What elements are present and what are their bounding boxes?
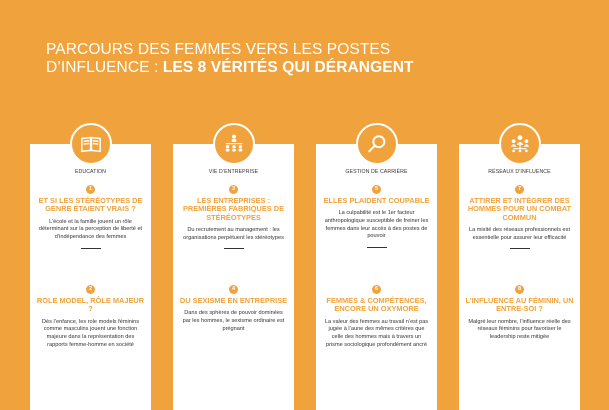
card-category: VIE D’ENTREPRISE bbox=[208, 169, 259, 175]
truth-item-4 bbox=[173, 285, 294, 333]
truth-heading: L’INFLUENCE AU FÉMININ, UN ENTRE-SOI ? bbox=[465, 296, 574, 314]
card-category: GESTION DE CARRIÈRE bbox=[345, 169, 408, 175]
truth-item-6 bbox=[316, 285, 437, 349]
title-line-1: PARCOURS DES FEMMES VERS LES POSTES bbox=[46, 41, 391, 58]
truth-body: Du recrutement au management : les organisations perpétuent les stéréotypes bbox=[183, 227, 284, 241]
truth-number: 5 bbox=[372, 185, 381, 194]
truth-heading: ET SI LES STÉRÉOTYPES DE GENRE ÉTAIENT VRAIS ? bbox=[38, 196, 143, 214]
card-reseaux-influence bbox=[459, 144, 580, 410]
truth-item-3 bbox=[173, 185, 294, 249]
truth-body: Malgré leur nombre, l’influence réelle des réseaux féminins pour favoriser le leadership reste mitigée bbox=[468, 318, 571, 340]
truth-number: 3 bbox=[229, 185, 238, 194]
title-line-2 bbox=[46, 59, 414, 76]
card-education bbox=[30, 144, 151, 410]
card-category: EDUCATION bbox=[74, 169, 107, 175]
page-title bbox=[46, 41, 414, 77]
truth-heading: DU SEXISME EN ENTREPRISE bbox=[179, 296, 288, 305]
card-vie-entreprise bbox=[173, 144, 294, 410]
card-category: RÉSEAUX D’INFLUENCE bbox=[488, 169, 551, 175]
truth-body: Dans des sphères de pouvoir dominées par les hommes, le sexisme ordinaire est prégnant bbox=[182, 310, 285, 332]
title-emphasis: LES 8 VÉRITÉS QUI DÉRANGENT bbox=[162, 59, 414, 76]
truth-heading: FEMMES & COMPÉTENCES, ENCORE UN OXYMORE bbox=[326, 296, 427, 314]
truth-number: 6 bbox=[372, 285, 381, 294]
truth-body: La mixité des réseaux professionnels est essentielle pour assurer leur efficacité bbox=[468, 227, 571, 241]
divider bbox=[510, 248, 530, 249]
truth-body: La valeur des femmes au travail n’est pas jugée à l’aune des mêmes critères que celle des hommes mais à travers un prisme sociologique profondément ancré bbox=[324, 318, 429, 348]
truth-number: 1 bbox=[86, 185, 95, 194]
truth-body: Dès l’enfance, les role models féminins comme masculins jouent une fonction majeure dans la représentation des rapports femme-homme en société bbox=[41, 318, 139, 348]
magnifier-icon bbox=[356, 123, 398, 165]
cards-row bbox=[30, 126, 580, 410]
card-gestion-carriere bbox=[316, 144, 437, 410]
org-chart-icon bbox=[213, 123, 255, 165]
truth-heading: LES ENTREPRISES : PREMIÈRES FABRIQUES DE STÉRÉOTYPES bbox=[182, 196, 285, 222]
truth-item-2 bbox=[30, 285, 151, 349]
truth-number: 8 bbox=[515, 285, 524, 294]
truth-item-7 bbox=[459, 185, 580, 249]
truth-number: 7 bbox=[515, 185, 524, 194]
truth-number: 4 bbox=[229, 285, 238, 294]
divider bbox=[224, 248, 244, 249]
truth-body: La culpabilité est le 1er facteur anthropologique susceptible de freiner les femmes dans leur accès à des postes de pouvoir bbox=[324, 210, 429, 240]
truth-heading: ATTIRER ET INTÉGRER DES HOMMES POUR UN COMBAT COMMUN bbox=[467, 196, 572, 222]
truth-heading: ELLES PLAIDENT COUPABLE bbox=[323, 196, 430, 205]
book-icon bbox=[70, 123, 112, 165]
divider bbox=[367, 247, 387, 248]
truth-heading: ROLE MODEL, RÔLE MAJEUR ? bbox=[36, 296, 145, 314]
people-network-icon bbox=[499, 123, 541, 165]
truth-number: 2 bbox=[86, 285, 95, 294]
truth-item-5 bbox=[316, 185, 437, 248]
truth-body: L’école et la famille jouent un rôle déterminant sur la perception de liberté et d’indépendance des femmes bbox=[38, 218, 143, 240]
title-prefix: D’INFLUENCE : bbox=[46, 59, 163, 76]
truth-item-8 bbox=[459, 285, 580, 342]
divider bbox=[81, 248, 101, 249]
truth-item-1 bbox=[30, 185, 151, 249]
